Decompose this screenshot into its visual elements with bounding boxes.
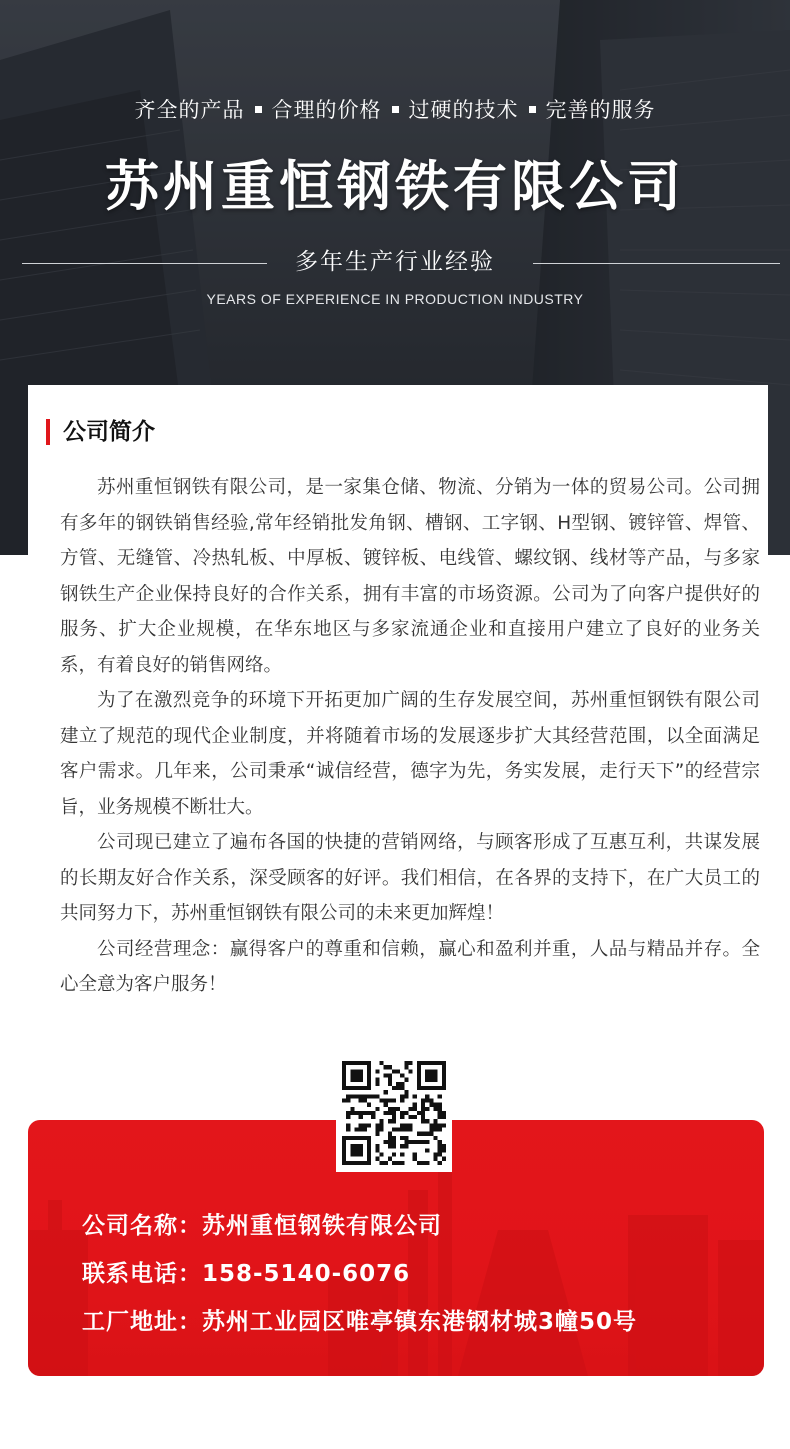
qr-code[interactable]	[336, 1055, 452, 1172]
company-title: 苏州重恒钢铁有限公司	[105, 155, 685, 218]
contact-address	[82, 1306, 637, 1338]
square-bullet-icon	[529, 106, 536, 113]
phone-label: 联系电话：	[82, 1261, 202, 1287]
intro-paragraph: 公司现已建立了遍布各国的快捷的营销网络，与顾客形成了互惠互利，共谋发展的长期友好合作关系，深受顾客的好评。我们相信，在各界的支持下，在广大员工的共同努力下，苏州重恒钢铁有限公司的未来更加辉煌！	[60, 832, 760, 924]
section-title: 公司简介	[63, 419, 155, 445]
intro-paragraph: 苏州重恒钢铁有限公司，是一家集仓储、物流、分销为一体的贸易公司。公司拥有多年的钢铁销售经验,常年经销批发角钢、槽钢、工字钢、H型钢、镀锌管、焊管、方管、无缝管、冷热轧板、中厚板、镀锌板、电线管、螺纹钢、线材等产品，与多家钢铁生产企业保持良好的合作关系，拥有丰富的市场资源。公司为了向客户提供好的服务、扩大企业规模，在华东地区与多家流通企业和直接用户建立了良好的业务关系，有着良好的销售网络。	[60, 477, 760, 676]
square-bullet-icon	[255, 106, 262, 113]
company-name-label: 公司名称：	[82, 1213, 202, 1239]
hero-subtitle-english: YEARS OF EXPERIENCE IN PRODUCTION INDUSTRY	[206, 291, 584, 307]
hero-subtitle: 多年生产行业经验	[295, 249, 495, 275]
slogan-item: 合理的价格	[271, 98, 382, 122]
slogan-item: 完善的服务	[545, 98, 656, 122]
phone-value[interactable]: 158-5140-6076	[202, 1261, 411, 1287]
square-bullet-icon	[392, 106, 399, 113]
hero-slogan	[0, 94, 790, 126]
slogan-item: 齐全的产品	[134, 98, 245, 122]
slogan-item: 过硬的技术	[408, 98, 519, 122]
contact-company-name	[82, 1210, 442, 1242]
qr-code-icon	[342, 1061, 446, 1165]
company-name-value: 苏州重恒钢铁有限公司	[202, 1213, 442, 1239]
address-label: 工厂地址：	[82, 1309, 202, 1335]
intro-paragraph: 公司经营理念：赢得客户的尊重和信赖，赢心和盈利并重，人品与精品并存。全心全意为客户服务！	[60, 938, 760, 995]
intro-paragraph: 为了在激烈竞争的环境下开拓更加广阔的生存发展空间，苏州重恒钢铁有限公司建立了规范的现代企业制度，并将随着市场的发展逐步扩大其经营范围，以全面满足客户需求。几年来，公司秉承“诚信经营，德字为先，务实发展，走行天下”的经营宗旨，业务规模不断壮大。	[60, 690, 760, 818]
intro-text	[60, 470, 760, 1003]
company-intro-card	[28, 385, 768, 1015]
contact-phone	[82, 1258, 410, 1290]
accent-bar	[46, 419, 50, 445]
address-value: 苏州工业园区唯亭镇东港钢材城3幢50号	[202, 1309, 638, 1335]
